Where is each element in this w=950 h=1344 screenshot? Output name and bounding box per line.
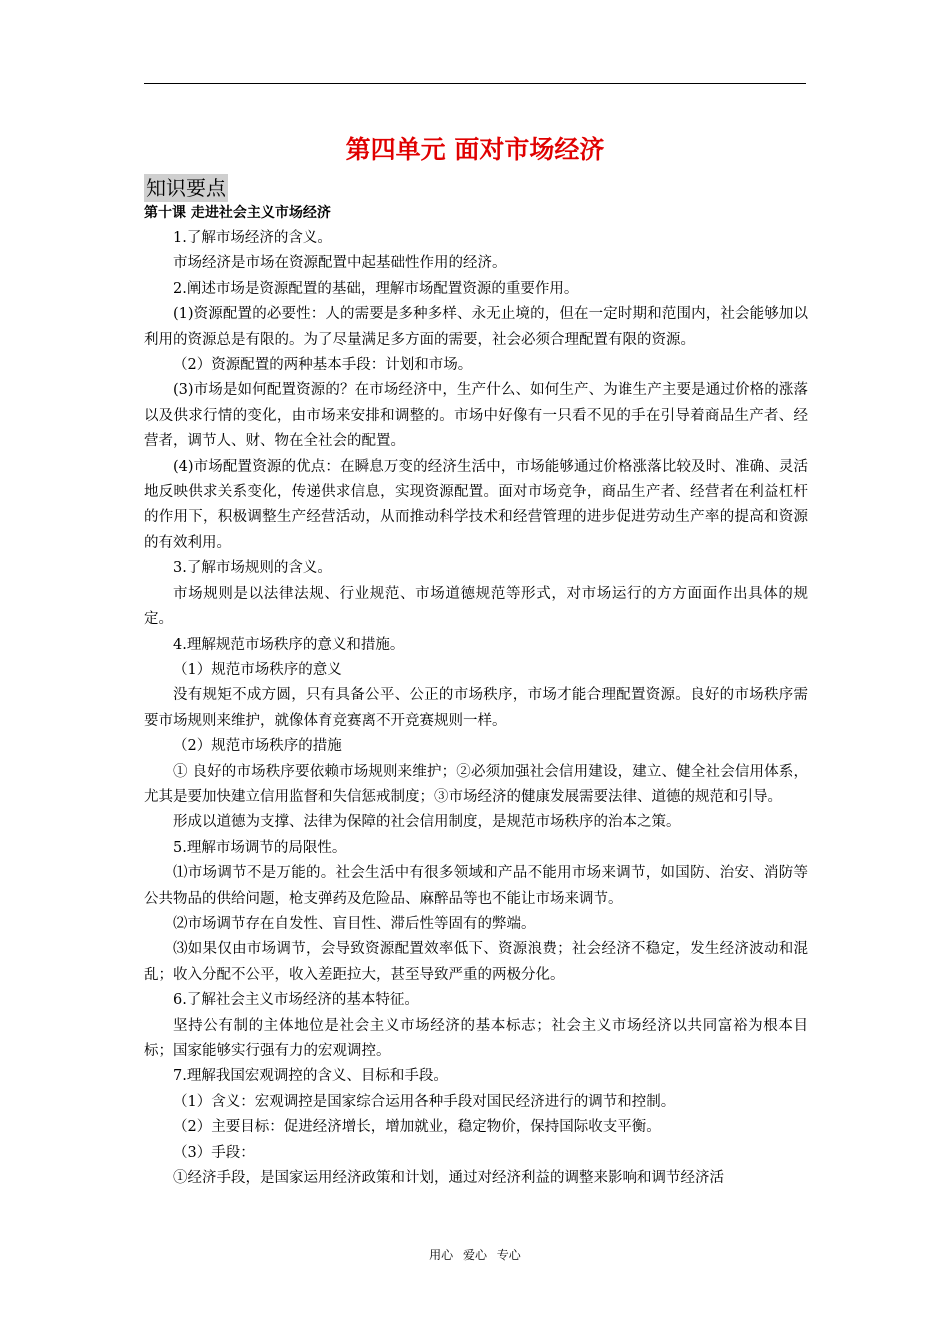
paragraph: ①经济手段，是国家运用经济政策和计划，通过对经济利益的调整来影响和调节经济活 xyxy=(173,1170,724,1187)
paragraph: (4)市场配置资源的优点：在瞬息万变的经济生活中，市场能够通过价格涨落比较及时、准确、灵活地反映供求关系变化，传递供求信息，实现资源配置。面对市场竞争，商品生产者、经营者在利益杠杆的作用下，积极调整生产经营活动，从而推动科学技术和经营管理的进步促进劳动生产率的提高和资源的有效利用。 xyxy=(144,458,808,551)
page-title: 第四单元 面对市场经济 xyxy=(345,135,605,164)
paragraph: (3)市场是如何配置资源的？在市场经济中，生产什么、如何生产、为谁生产主要是通过价格的涨落以及供求行情的变化，由市场来安排和调整的。市场中好像有一只看不见的手在引导着商品生产者、经营者，调节人、财、物在全社会的配置。 xyxy=(144,382,808,450)
page-footer: 用心 爱心 专心 xyxy=(429,1248,521,1262)
lesson-heading: 第十课 走进社会主义市场经济 xyxy=(144,205,331,221)
paragraph: 没有规矩不成方圆，只有具备公平、公正的市场秩序，市场才能合理配置资源。良好的市场秩序需要市场规则来维护，就像体育竞赛离不开竞赛规则一样。 xyxy=(144,687,808,729)
paragraph: 5.理解市场调节的局限性。 xyxy=(173,839,347,856)
paragraph: 市场经济是市场在资源配置中起基础性作用的经济。 xyxy=(173,255,507,272)
paragraph: （2）主要目标：促进经济增长，增加就业，稳定物价，保持国际收支平衡。 xyxy=(173,1119,661,1136)
paragraph: 3.了解市场规则的含义。 xyxy=(173,560,332,577)
paragraph: （2）规范市场秩序的措施 xyxy=(173,738,342,755)
paragraph: 坚持公有制的主体地位是社会主义市场经济的基本标志；社会主义市场经济以共同富裕为根本目标；国家能够实行强有力的宏观调控。 xyxy=(144,1017,808,1059)
paragraph: (1)资源配置的必要性：人的需要是多种多样、永无止境的，但在一定时期和范围内，社会能够加以利用的资源总是有限的。为了尽量满足多方面的需要，社会必须合理配置有限的资源。 xyxy=(144,306,808,348)
paragraph: 4.理解规范市场秩序的意义和措施。 xyxy=(173,636,405,653)
paragraph: （1）规范市场秩序的意义 xyxy=(173,661,342,678)
paragraph: ⑴市场调节不是万能的。社会生活中有很多领域和产品不能用市场来调节，如国防、治安、消防等公共物品的供给问题，枪支弹药及危险品、麻醉品等也不能让市场来调节。 xyxy=(144,865,808,907)
paragraph: 7.理解我国宏观调控的含义、目标和手段。 xyxy=(173,1068,448,1085)
paragraph: 6.了解社会主义市场经济的基本特征。 xyxy=(173,992,419,1009)
paragraph: （2）资源配置的两种基本手段：计划和市场。 xyxy=(173,357,473,374)
paragraph: ⑵市场调节存在自发性、盲目性、滞后性等固有的弊端。 xyxy=(173,915,536,932)
section-heading: 知识要点 xyxy=(146,176,226,200)
paragraph: 2.阐述市场是资源配置的基础，理解市场配置资源的重要作用。 xyxy=(173,280,579,297)
document-body xyxy=(144,226,808,1191)
paragraph: （3）手段： xyxy=(173,1144,255,1161)
paragraph: 形成以道德为支撑、法律为保障的社会信用制度，是规范市场秩序的治本之策。 xyxy=(173,814,681,831)
paragraph: ① 良好的市场秩序要依赖市场规则来维护；②必须加强社会信用建设，建立、健全社会信用体系，尤其是要加快建立信用监督和失信惩戒制度；③市场经济的健康发展需要法律、道德的规范和引导。 xyxy=(144,763,808,805)
header-rule xyxy=(144,83,806,84)
paragraph: 市场规则是以法律法规、行业规范、市场道德规范等形式，对市场运行的方方面面作出具体的规定。 xyxy=(144,585,808,628)
paragraph: （1）含义：宏观调控是国家综合运用各种手段对国民经济进行的调节和控制。 xyxy=(173,1093,676,1110)
paragraph: ⑶如果仅由市场调节，会导致资源配置效率低下、资源浪费；社会经济不稳定，发生经济波动和混乱；收入分配不公平，收入差距拉大，甚至导致严重的两极分化。 xyxy=(144,941,808,983)
paragraph: 1.了解市场经济的含义。 xyxy=(173,230,332,246)
